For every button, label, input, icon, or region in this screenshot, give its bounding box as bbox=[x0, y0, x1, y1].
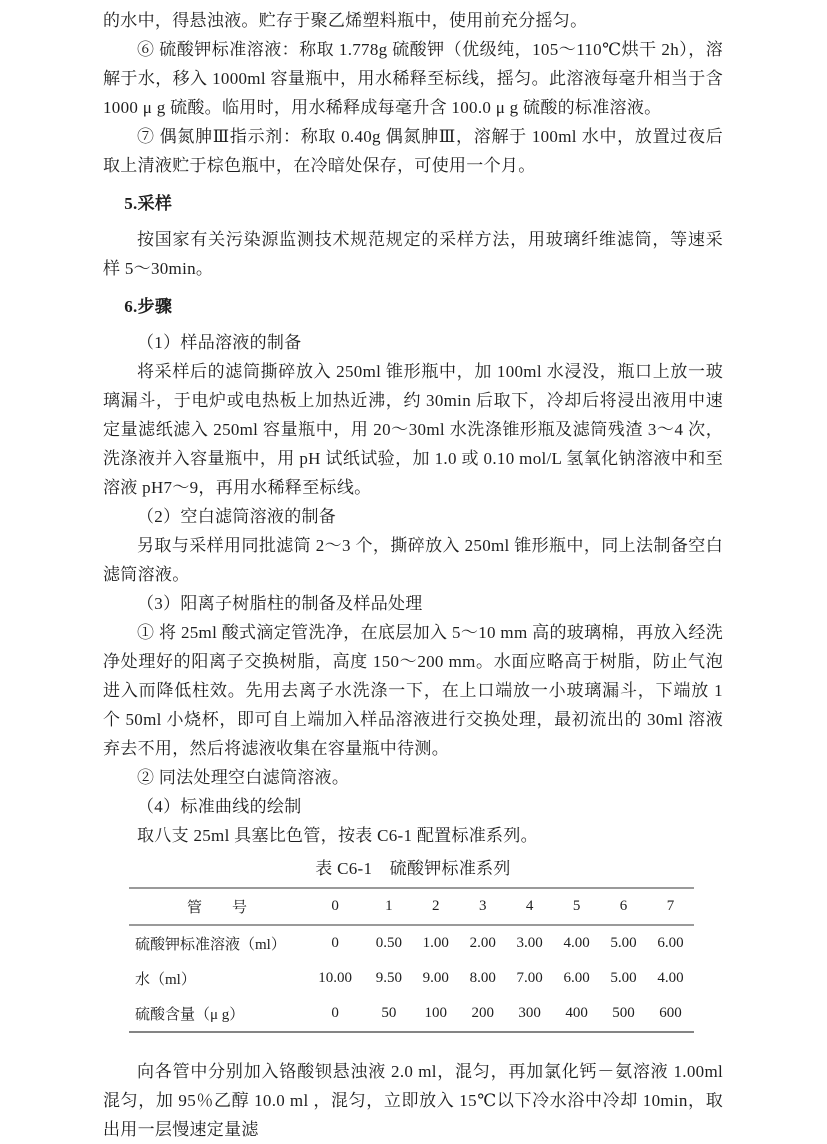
paragraph-reagent-7: ⑦ 偶氮胂Ⅲ指示剂：称取 0.40g 偶氮胂Ⅲ，溶解于 100ml 水中，放置过夜后取上清液贮于棕色瓶中，在冷暗处保存，可使用一个月。 bbox=[103, 127, 723, 175]
table-cell: 300 bbox=[518, 1005, 541, 1021]
table-cell: 600 bbox=[659, 1005, 682, 1021]
table-header-cell: 管 号 bbox=[129, 888, 305, 925]
paragraph-sampling: 按国家有关污染源监测技术规范规定的采样方法，用玻璃纤维滤筒，等速采样 5～30min。 bbox=[103, 230, 723, 278]
table-cell: 9.50 bbox=[375, 970, 402, 986]
table-cell: 200 bbox=[471, 1005, 494, 1021]
table-cell: 2.00 bbox=[469, 935, 496, 951]
table-cell: 0 bbox=[331, 1005, 339, 1021]
table-cell: 500 bbox=[612, 1005, 635, 1021]
table-header-cell: 0 bbox=[305, 888, 365, 925]
paragraph-blank-filter: 另取与采样用同批滤筒 2～3 个，撕碎放入 250ml 锥形瓶中，同上法制备空白滤筒溶液。 bbox=[103, 536, 723, 584]
paragraph-standard-curve: 取八支 25ml 具塞比色管，按表 C6-1 配置标准系列。 bbox=[137, 826, 538, 845]
table-header-cell: 7 bbox=[647, 888, 694, 925]
section-heading-sampling: 5.采样 bbox=[124, 194, 173, 213]
subheading-resin-column: （3）阳离子树脂柱的制备及样品处理 bbox=[137, 594, 423, 613]
section-heading-procedure: 6.步骤 bbox=[124, 297, 173, 316]
table-cell: 5.00 bbox=[610, 935, 637, 951]
paragraph-resin-column-step1: ① 将 25ml 酸式滴定管洗净，在底层加入 5～10 mm 高的玻璃棉，再放入经洗净处理好的阳离子交换树脂，高度 150～200 mm。水面应略高于树脂，防止气泡进入而降低柱效。先用去离子水洗涤一下，在上口端放一小玻璃漏斗，下端放 1 个 50ml 小烧杯，即可自上端加入样品溶液进行交换处理，最初流出的 30ml 溶液弃去不用，然后将滤液收集在容量瓶中待测。 bbox=[103, 623, 723, 758]
table-header-cell: 5 bbox=[553, 888, 600, 925]
table-cell: 50 bbox=[381, 1005, 397, 1021]
table-header-cell: 2 bbox=[412, 888, 459, 925]
table-cell: 9.00 bbox=[422, 970, 449, 986]
table-cell: 400 bbox=[565, 1005, 588, 1021]
table-cell: 4.00 bbox=[563, 935, 590, 951]
table-cell: 6.00 bbox=[657, 935, 684, 951]
table-header-row bbox=[129, 888, 694, 925]
table-row-label: 水（ml） bbox=[135, 972, 196, 988]
paragraph-sample-solution: 将采样后的滤筒撕碎放入 250ml 锥形瓶中，加 100ml 水浸没，瓶口上放一玻璃漏斗，于电炉或电热板上加热近沸，约 30min 后取下，冷却后将浸出液用中速定量滤纸滤入 250ml 容量瓶中，用 20～30ml 水洗涤锥形瓶及滤筒残渣 3～4 次，洗涤液并入容量瓶中，用 pH 试纸试验，加 1.0 或 0.10 mol/L 氢氧化钠溶液中和至溶液 pH7～9，再用水稀释至标线。 bbox=[103, 362, 723, 497]
table-cell: 6.00 bbox=[563, 970, 590, 986]
table-cell: 100 bbox=[424, 1005, 448, 1021]
table-cell: 7.00 bbox=[516, 970, 543, 986]
table-row-label: 硫酸含量（μ g） bbox=[135, 1007, 245, 1023]
paragraph-resin-column-step2: ② 同法处理空白滤筒溶液。 bbox=[137, 768, 350, 787]
table-header-cell: 1 bbox=[365, 888, 412, 925]
table-row bbox=[129, 925, 694, 961]
table-cell: 3.00 bbox=[516, 935, 543, 951]
paragraph-after-table: 向各管中分别加入铬酸钡悬浊液 2.0 ml，混匀，再加氯化钙－氨溶液 1.00ml 混匀，加 95％乙醇 10.0 ml ，混匀，立即放入 15℃以下冷水浴中冷却 10min，取出用一层慢速定量滤 bbox=[103, 1062, 723, 1139]
table-cell: 8.00 bbox=[469, 970, 496, 986]
table-header-cell: 3 bbox=[459, 888, 506, 925]
table-row-label: 硫酸钾标准溶液（ml） bbox=[135, 937, 286, 953]
table-cell: 0.50 bbox=[375, 935, 402, 951]
table-header-cell: 6 bbox=[600, 888, 647, 925]
paragraph-continuation-top: 的水中，得悬浊液。贮存于聚乙烯塑料瓶中，使用前充分摇匀。 bbox=[103, 11, 588, 30]
table-caption: 表 C6-1 硫酸钾标准系列 bbox=[315, 859, 511, 878]
table-header-cell: 4 bbox=[506, 888, 553, 925]
standards-table bbox=[129, 887, 694, 1033]
table-row bbox=[129, 996, 694, 1032]
paragraph-reagent-6: ⑥ 硫酸钾标准溶液：称取 1.778g 硫酸钾（优级纯，105～110℃烘干 2h），溶解于水，移入 1000ml 容量瓶中，用水稀释至标线，摇匀。此溶液每毫升相当于含 1000 μ g 硫酸。临用时，用水稀释成每毫升含 100.0 μ g 硫酸的标准溶液。 bbox=[103, 40, 723, 117]
table-row bbox=[129, 961, 694, 996]
table-cell: 4.00 bbox=[657, 970, 684, 986]
table-cell: 1.00 bbox=[422, 935, 449, 951]
table-cell: 0 bbox=[331, 935, 339, 951]
table-cell: 10.00 bbox=[318, 970, 353, 986]
subheading-sample-solution: （1）样品溶液的制备 bbox=[137, 333, 302, 352]
subheading-blank-filter: （2）空白滤筒溶液的制备 bbox=[137, 507, 337, 526]
table-cell: 5.00 bbox=[610, 970, 637, 986]
subheading-standard-curve: （4）标准曲线的绘制 bbox=[137, 797, 302, 816]
